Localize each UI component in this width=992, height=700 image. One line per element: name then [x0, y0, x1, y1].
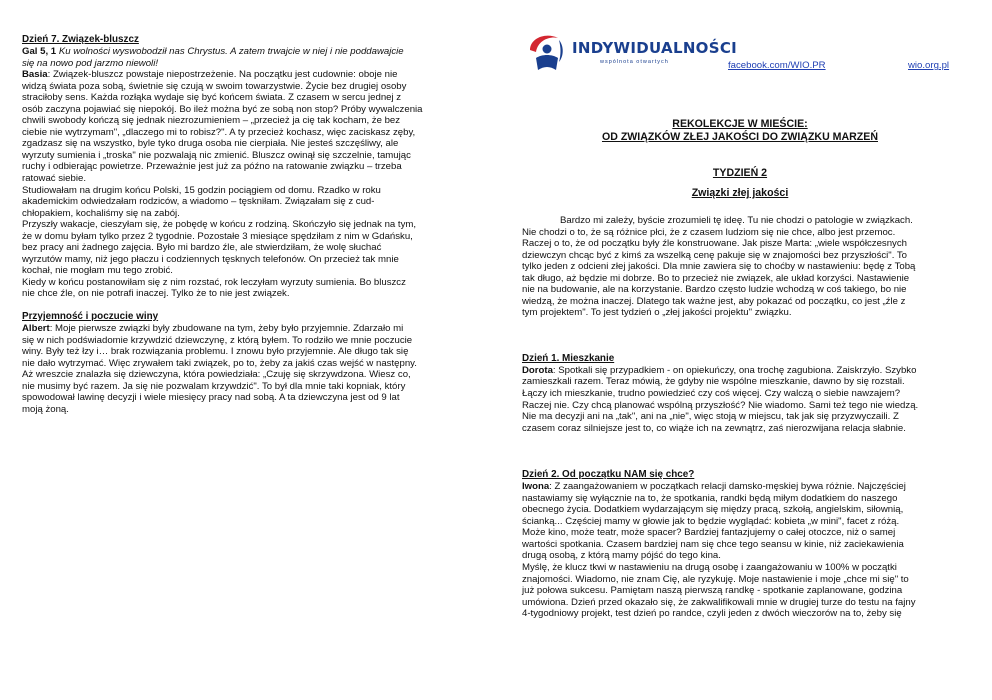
brand-tagline: wspólnota otwartych [600, 59, 669, 65]
week-topic: Związki złej jakości [691, 187, 789, 199]
retreat-subtitle: OD ZWIĄZKÓW ZŁEJ JAKOŚCI DO ZWIĄZKU MARZEŃ [601, 131, 878, 143]
day2-heading: Dzień 2. Od początku NAM się chce? [522, 469, 695, 481]
basia-paragraph-4: Kiedy w końcu postanowiłam się z nim rozstać, rok leczyłam wyrzuty sumienia. Bo bluszcz nie chce źle, on nie potrafi inaczej. Tylko że to nie jest związek. [22, 276, 406, 300]
albert-name: Albert [22, 323, 50, 335]
week-heading: TYDZIEŃ 2 [712, 167, 768, 179]
iwona-paragraph-1: Iwona: Z zaangażowaniem w początkach relacji damsko-męskiej bywa różnie. Najczęściej nastawiamy się wyłącznie na to, że spotkania, randki będą miłym dodatkiem do naszego obecnego życia. Dodatkiem wydarzającym się między pracą, szkołą, angielskim, siłownią, ścianką... Częściej mamy w głowie jak to będzie wyglądać: kobieta „w mini", facet z różą. Może kino, może teatr, może spacer? Bardziej fantazjujemy o całej otoczce, niż o samej wartości spotkania. Czasem bardziej nam się chce tego seansu w kinie, niż zaciekawienia drugą osobą, z którą mamy pójść do tego kina. [522, 481, 906, 562]
dorota-name: Dorota [522, 364, 553, 376]
intro-paragraph: Bardzo mi zależy, byście zrozumieli tę ideę. Tu nie chodzi o patologie w związkach. Nie chodzi o to, że są różnice płci, że z czasem ludziom się nie chce, albo jest przemoc. Raczej o to, że od początku były źle konstruowane. Jak pisze Marta: „wiele współczesnych dziewczyn chcąc być z kimś za wszelką cenę pakuje się w znajomości bez przyszłości". To tylko jeden z odcieni złej jakości. Dla mnie zawiera się to choćby w nastawieniu: będę z Tobą tak długo, aż będzie mi dobrze. Bo to przecież nie związek, ale układ korzyści. Nastawienie nie na budowanie, ale na korzystanie. Bardzo często ludzie wchodzą w coś takiego, bo nie wiedzą, że można inaczej. Dlatego tak ważne jest, aby pokazać od początku, co jest „źle z tym projektem". To jest tydzień o „złej jakości projektu" związku. [522, 215, 916, 319]
verse-text-1: Ku wolności wyswobodził nas Chrystus. A zatem trwajcie w niej i nie poddawajcie [58, 46, 404, 57]
dorota-paragraph: Dorota: Spotkali się przypadkiem - on opiekuńczy, ona trochę zagubiona. Zaiskrzyło. Szybko zamieszkali razem. Teraz mówią, że gdyby nie wspólne mieszkanie, dawno by się rozstali. Łączy ich mieszkanie, trudno powiedzieć czy coś więcej. Czy walczą o siebie nawzajem? Raczej nie. Czy chcą planować wspólną przyszłość? Nie wiadomo. Sami też tego nie wiedzą. Nie ma decyzji ani na „tak", ani na „nie", więc stoją w miejscu, tak jak się przyzwyczaili. Z czasem coraz silniejsze jest to, co wiąże ich na zewnątrz, zaś nierozwijana relacja słabnie. [522, 364, 919, 434]
albert-paragraph: Albert: Moje pierwsze związki były zbudowane na tym, żeby było przyjemnie. Zdarzało mi się w nich podświadomie krzywdzić dziewczynę, z którą byłem. To rodziło we mnie poczucie winy. Były też łzy i… brak rozwiązania problemu. I znowu było przyjemnie. Ale długo tak się nie dało wytrzymać. Więc zrywałem taki związek, po to, żeby za jakiś czas wejść w następny. Aż wreszcie znalazła się dziewczyna, która powiedziała: „Czuję się skrzywdzona. Wiesz co, nie musimy być razem. Ja się nie pozwalam krzywdzić". To był dla mnie taki kopniak, który spowodował lawinę decyzji i wiele miesięcy pracy nad sobą. A ta dziewczyna jest od 9 lat moją żoną. [22, 323, 417, 415]
left-column [22, 34, 476, 415]
iwona-name: Iwona [522, 481, 550, 493]
basia-paragraph-2: Studiowałam na drugim końcu Polski, 15 godzin pociągiem od domu. Rzadko w roku akademickim odwiedzałam rodziców, a wiadomo – tęskniłam. Związałam się z cud- chłopakiem, kochaliśmy się na zabój. [22, 184, 381, 219]
basia-name: Basia [22, 69, 48, 81]
day7-heading: Dzień 7. Związek-bluszcz [22, 34, 139, 45]
brand-name: INDYWIDUALNOŚCI [572, 39, 738, 57]
basia-paragraph-1: Basia: Związek-bluszcz powstaje niepostrzeżenie. Na początku jest cudownie: oboje nie widzą świata poza sobą, świetnie się czują w swoim towarzystwie. Życie bez drugiej osoby straciłoby sens. Każda rozłąka wydaje się być końcem świata. Z czasem w sercu jednej z osób zaczyna pojawiać się niepokój. Bo ileż można być ze sobą non stop? Próby wywalczenia chwili swobody kończą się jednak niezrozumieniem – „przecież ja cię tak kocham, że bez ciebie nie wytrzymam", „dlaczego mi to robisz?". A ty przecież kochasz, więc zaciskasz zęby, zgadzasz się na wszystko, byle tyko druga osoba nie cierpiała. Nie jesteś szczęśliwy, ale wyrzuty sumienia i „troska" nie pozwalają nic zmienić. Bluszcz owinął się szczelnie, tamując ruchy i odbierając powietrze. Przeważnie jest już za późno na ratowanie związku – trzeba ratować siebie. [22, 69, 423, 185]
przyjemnosc-heading: Przyjemność i poczucie winy [22, 311, 159, 323]
website-link[interactable]: wio.org.pl [908, 60, 950, 71]
page-header [522, 30, 958, 82]
verse-line-1 [22, 46, 476, 58]
basia-paragraph-3: Przyszły wakacje, cieszyłam się, że pobędę w końcu z rodziną. Skończyło się jednak na tym, że w domu byłam tylko przez 2 tygodnie. Pozostałe 3 miesiące spędziłam z nim w Gdańsku, bez pracy ani żadnego zajęcia. Było mi bardzo źle, ale stwierdziłam, że wolę słuchać wyrzutów mamy, niż jego płaczu i codziennych tęsknych telefonów. On przecież tak mnie kochał, nie mogłam mu tego zrobić. [22, 219, 417, 277]
verse-ref: Gal 5, 1 [22, 46, 57, 57]
day1-heading: Dzień 1. Mieszkanie [522, 352, 615, 364]
facebook-link[interactable]: facebook.com/WIO.PR [728, 60, 826, 71]
verse-text-2: się na nowo pod jarzmo niewoli! [22, 57, 158, 69]
retreat-title: REKOLEKCJE W MIEŚCIE: [672, 118, 808, 130]
right-column [522, 30, 958, 620]
wio-logo-icon [526, 30, 566, 74]
iwona-paragraph-2: Myślę, że klucz tkwi w nastawieniu na drugą osobę i zaangażowaniu w 100% w początki znajomości. Wiadomo, nie znam Cię, ale ryzykuję. Moje nastawienie i moje „chce mi się" to już połowa sukcesu. Pamiętam naszą pierwszą randkę - spotkanie zaplanowane, godzina umówiona. Dzień przed okazało się, że zakwalifikowali mnie w drugiej turze do testu na fajny 4-tygodniowy projekt, test dzień po randce, czyli jeden z dwóch wieczorów na to, żeby się [522, 562, 916, 620]
